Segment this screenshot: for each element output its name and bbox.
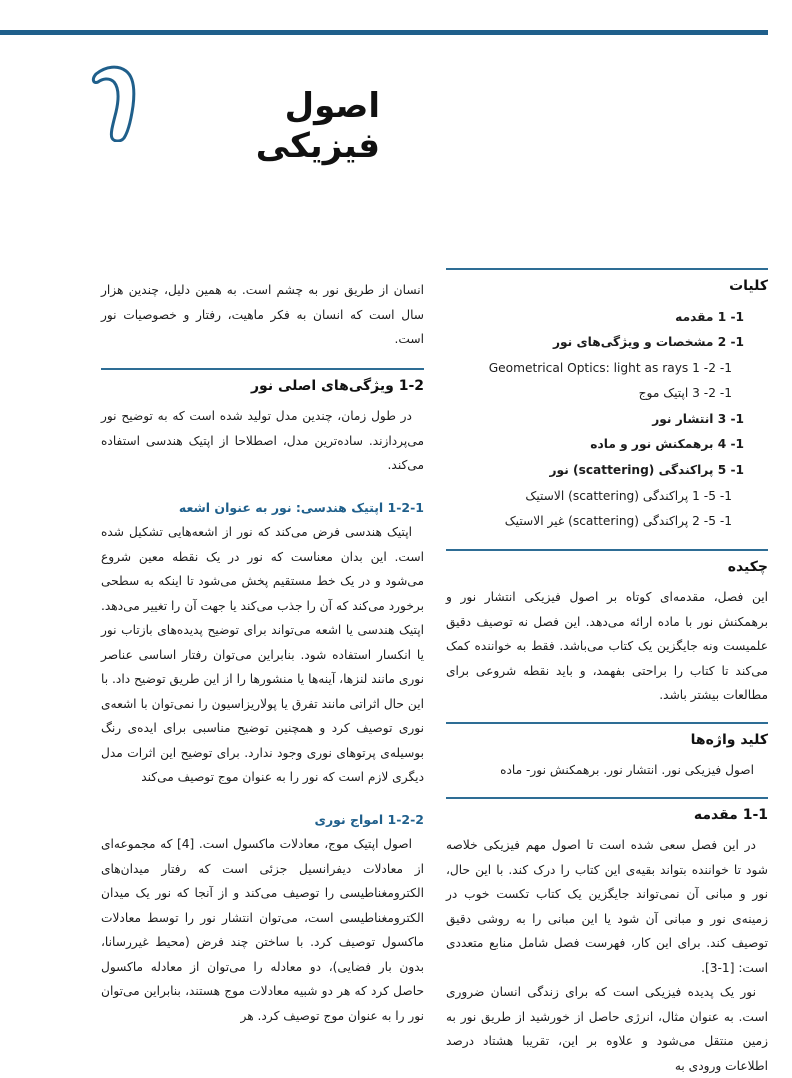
toc-item: 1- 3 انتشار نور — [652, 411, 744, 426]
toc-item: 1- 5- 1 پراکندگی (scattering) الاستیک — [525, 488, 732, 503]
top-rule — [0, 30, 768, 35]
toc-item: 1- 5 پراکندگی (scattering) نور — [549, 463, 744, 478]
section22-heading: 1-2-2 امواج نوری — [314, 811, 424, 827]
abstract-rule — [446, 549, 768, 551]
toc-item: 1- 2 مشخصات و ویژگی‌های نور — [553, 335, 744, 350]
section22-text: اصول اپتیک موج، معادلات ماکسول است. [4] که مجموعه‌ای از معادلات دیفرانسیل جزئی است که رفتار میدان‌های الکترومغناطیسی را توصیف می‌کند و از آنجا که نور یک میدان الکترومغناطیسی است، می‌توان انتشار نور را توسط معادلات ماکسول توصیف کرد. با ساختن چند فرض (محیط غیررسانا، بدون بار فضایی)، دو معادله را می‌توان از معادله ماکسول حاصل کرد که هر دو شبیه معادلات موج هستند، بنابراین می‌توان نور را به عنوان موج توصیف کرد. هر — [101, 837, 424, 1023]
right-column — [446, 268, 768, 1078]
abstract-heading: چکیده — [727, 558, 768, 575]
section2-rule — [101, 368, 424, 370]
toc-list — [446, 305, 768, 535]
toc-rule — [446, 268, 768, 270]
intro-rule — [446, 797, 768, 799]
abstract-text: این فصل، مقدمه‌ای کوتاه بر اصول فیزیکی انتشار نور و برهمکنش نور با ماده ارائه می‌دهد. این فصل نه توصیف دقیق علمیست ونه جایگزین یک کتاب می‌باشد. فقط به خواننده کمک می‌کند تا کتاب را براحتی بفهمد، و باید نقطه شروعی برای مطالعات بیشتر باشد. — [446, 590, 768, 703]
toc-item: 1- 4 برهمکنش نور و ماده — [590, 437, 744, 452]
intro-heading: 1-1 مقدمه — [693, 806, 768, 823]
chapter-number-graphic — [88, 62, 150, 142]
keywords-heading: کلید واژه‌ها — [690, 731, 768, 748]
continuation-text: انسان از طریق نور به چشم است. به همین دلیل، چندین هزار سال است که انسان به فکر ماهیت، رفتار و خصوصیات نور است. — [101, 283, 424, 346]
toc-heading: کلیات — [729, 278, 768, 294]
section2-heading: 1-2 ویژگی‌های اصلی نور — [251, 377, 424, 394]
section21-text: اپتیک هندسی فرض می‌کند که نور از اشعه‌هایی تشکیل شده است. این بدان معناست که نور در یک نقطه معین شروع می‌شود و در یک خط مستقیم پخش می‌شود تا اینکه به سطحی برخورد می‌کند که آن را جذب می‌کند یا جهت آن را تغییر می‌دهد. اپتیک هندسی یا اشعه می‌تواند برای توضیح پدیده‌های بازتاب نور یا انکسار استفاده شود. بنابراین می‌توان رفتار اساسی عناصر نوری مانند لنزها، آینه‌ها یا منشورها را از این طریق توضیح داد. با این حال اثراتی مانند تفرق یا پولاریزاسیون را نمی‌توان با اشعه‌ی نوری توصیف کرد و همچنین توضیح مناسبی برای ایده‌ی رنگ بوسیله‌ی پرتوهای نوری وجود ندارد. برای توضیح این اثرات مدل دیگری لازم است که نور را به عنوان موج توصیف می‌کند — [101, 525, 424, 784]
section2-text: در طول زمان، چندین مدل تولید شده است که به توضیح نور می‌پردازند. ساده‌ترین مدل، اصطلاحا از اپتیک هندسی استفاده می‌کند. — [101, 409, 424, 472]
left-column — [101, 278, 424, 1028]
intro-paragraph-2: نور یک پدیده فیزیکی است که برای زندگی انسان ضروری است. به عنوان مثال، انرژی حاصل از خورشید از طریق نور به زمین منتقل می‌شود و علاوه بر این، تقریبا هشتاد درصد اطلاعات ورودی به — [446, 985, 768, 1073]
keywords-text: اصول فیزیکی نور. انتشار نور. برهمکنش نور- ماده — [500, 763, 754, 778]
toc-item: 1- 1 مقدمه — [675, 309, 744, 324]
toc-item: 1- 5- 2 پراکندگی (scattering) غیر الاستیک — [504, 514, 732, 529]
chapter-title: اصول فیزیکی — [255, 86, 380, 166]
toc-item: 1- 2- 1 Geometrical Optics: light as rays — [488, 360, 732, 375]
keywords-rule — [446, 722, 768, 724]
intro-paragraph-1: در این فصل سعی شده است تا اصول مهم فیزیکی خلاصه شود تا خواننده بتواند بقیه‌ی این کتاب را درک کند. با این حال، نور و مبانی آن نمی‌تواند جایگزین یک کتاب تکست خوب در زمینه‌ی نور و مبانی آن شود یا این مبانی را به روشی دقیق توصیف کند. برای این کار، فهرست فصل شامل منابع متعددی است: [1-3]. — [446, 838, 768, 975]
section21-heading: 1-2-1 اپتیک هندسی: نور به عنوان اشعه — [178, 499, 424, 515]
toc-item: 1- 2- 3 اپتیک موج — [638, 386, 732, 401]
